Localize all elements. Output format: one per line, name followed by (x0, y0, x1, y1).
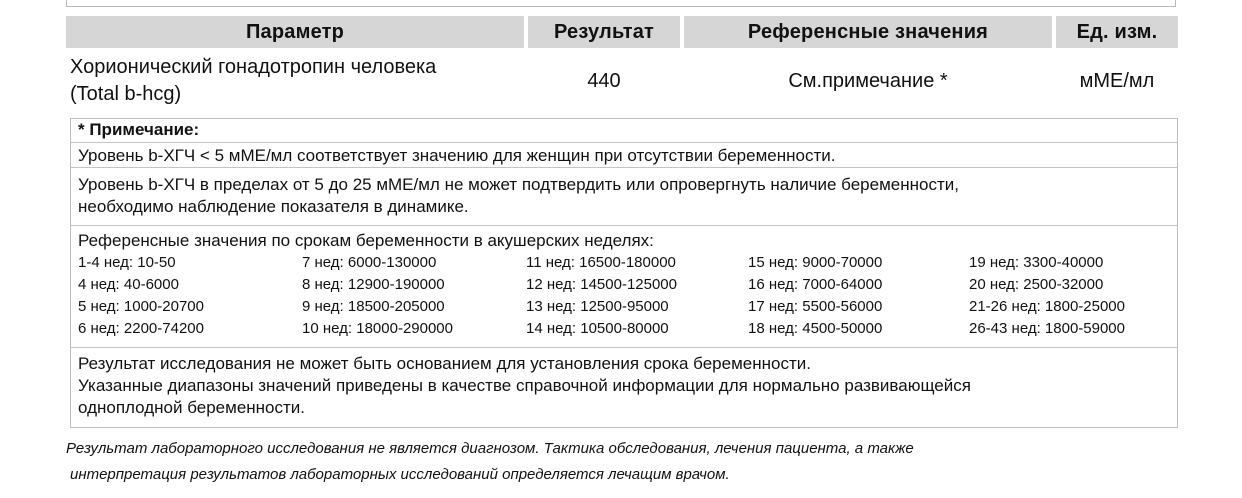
week-value: 18 нед: 4500-50000 (748, 320, 883, 337)
unit-value: мМЕ/мл (1079, 69, 1155, 92)
note-box (70, 118, 1178, 428)
note-last3: одноплодной беременности. (78, 398, 306, 417)
ref-weeks-title: Референсные значения по срокам беременности в акушерских неделях: (78, 231, 654, 250)
week-value: 8 нед: 12900-190000 (302, 276, 445, 293)
week-value: 9 нед: 18500-205000 (302, 298, 445, 315)
weeks-column (969, 252, 1125, 340)
header-unit: Ед. изм. (1056, 16, 1178, 48)
param-code: (Total b-hcg) (70, 83, 182, 105)
note-line1: Уровень b-ХГЧ < 5 мМЕ/мл соответствует значению для женщин при отсутствии беременности. (78, 146, 836, 165)
disclaimer (66, 436, 914, 488)
param-cell (66, 52, 524, 110)
week-value: 13 нед: 12500-95000 (526, 298, 669, 315)
week-value: 12 нед: 14500-125000 (526, 276, 677, 293)
week-value: 17 нед: 5500-56000 (748, 298, 883, 315)
table-row (66, 52, 1178, 110)
weeks-column (526, 252, 677, 340)
note-line2a: Уровень b-ХГЧ в пределах от 5 до 25 мМЕ/мл не может подтвердить или опровергнуть наличие беременности, (78, 175, 959, 194)
weeks-column (302, 252, 453, 340)
note-title: * Примечание: (78, 120, 200, 139)
week-value: 10 нед: 18000-290000 (302, 320, 453, 337)
week-value: 15 нед: 9000-70000 (748, 254, 883, 271)
previous-section-border (66, 0, 1176, 7)
param-name: Хорионический гонадотропин человека (70, 56, 437, 78)
week-value: 1-4 нед: 10-50 (78, 254, 176, 271)
week-value: 6 нед: 2200-74200 (78, 320, 204, 337)
reference-weeks-section (71, 226, 1177, 348)
week-value: 14 нед: 10500-80000 (526, 320, 669, 337)
week-value: 11 нед: 16500-180000 (526, 254, 676, 271)
header-parameter: Параметр (66, 16, 524, 48)
result-value: 440 (587, 69, 621, 92)
week-value: 16 нед: 7000-64000 (748, 276, 883, 293)
week-value: 5 нед: 1000-20700 (78, 298, 204, 315)
week-value: 4 нед: 40-6000 (78, 276, 179, 293)
header-result: Результат (528, 16, 680, 48)
week-value: 20 нед: 2500-32000 (969, 276, 1104, 293)
note-line2-section (71, 168, 1177, 226)
reference-value: См.примечание * (788, 69, 948, 92)
note-title-section (71, 119, 1177, 143)
disclaimer-line1: Результат лабораторного исследования не является диагнозом. Тактика обследования, лечения пациента, а также (66, 440, 914, 457)
note-line1-section (71, 143, 1177, 168)
week-value: 26-43 нед: 1800-59000 (969, 320, 1125, 337)
weeks-column (78, 252, 204, 340)
week-value: 7 нед: 6000-130000 (302, 254, 437, 271)
note-closing-section (71, 348, 1177, 428)
note-line2b: необходимо наблюдение показателя в динамике. (78, 197, 469, 216)
note-last1: Результат исследования не может быть основанием для установления срока беременности. (78, 354, 811, 373)
table-header (66, 16, 1178, 48)
week-value: 21-26 нед: 1800-25000 (969, 298, 1125, 315)
header-reference: Референсные значения (684, 16, 1052, 48)
note-last2: Указанные диапазоны значений приведены в качестве справочной информации для нормально развивающейся (78, 376, 971, 395)
disclaimer-line2: интерпретация результатов лабораторных исследований определяется лечащим врачом. (70, 466, 730, 483)
weeks-column (748, 252, 882, 340)
week-value: 19 нед: 3300-40000 (969, 254, 1104, 271)
